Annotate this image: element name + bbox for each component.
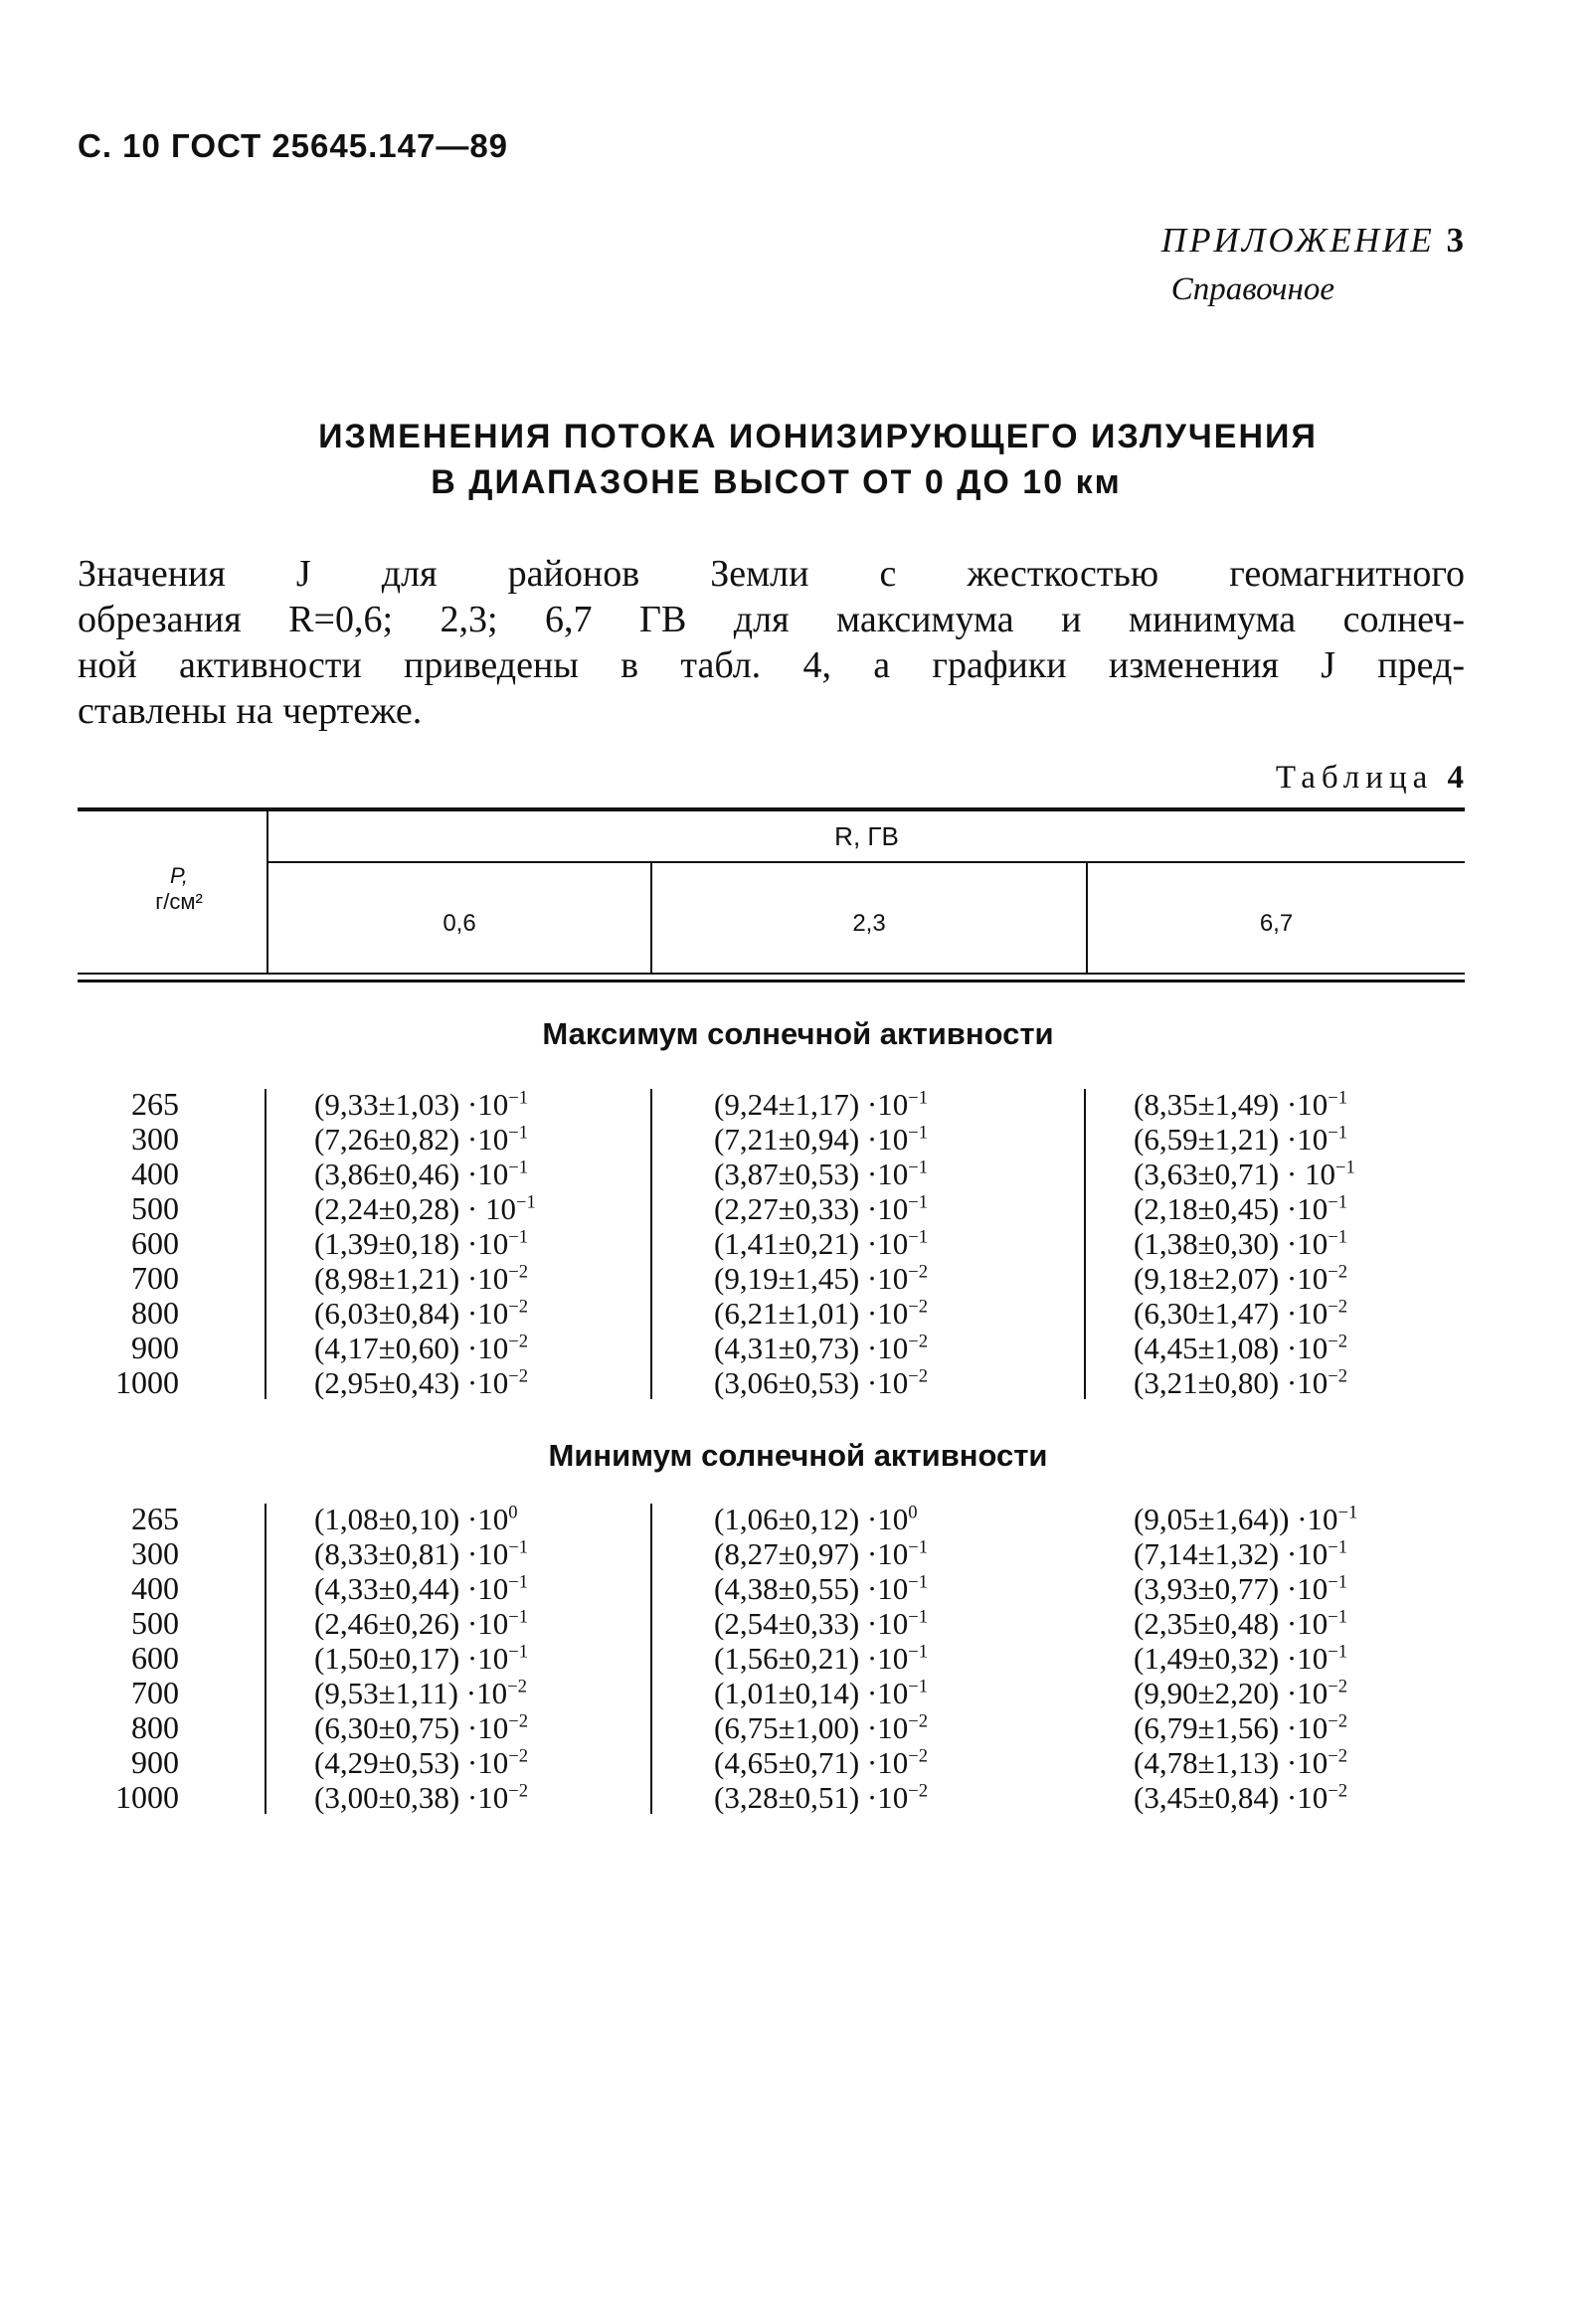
value-exponent: 0 <box>508 1502 518 1523</box>
value-mantissa: (8,27±0,97) ·10 <box>714 1536 909 1571</box>
value-exponent: −1 <box>508 1536 529 1558</box>
value-cell <box>1134 1157 1355 1191</box>
appendix-label-text: ПРИЛОЖЕНИЕ <box>1160 221 1435 260</box>
value-mantissa: (7,14±1,32) ·10 <box>1134 1536 1329 1571</box>
paragraph-line: ставлены на чертеже. <box>78 690 423 732</box>
section2-pressure-column <box>60 1502 179 1815</box>
value-mantissa: (4,31±0,73) ·10 <box>714 1331 909 1365</box>
section2-values-r67 <box>1134 1502 1357 1815</box>
value-mantissa: (1,06±0,12) ·10 <box>714 1502 909 1536</box>
value-exponent: −2 <box>1328 1745 1348 1767</box>
value-exponent: −2 <box>908 1296 929 1318</box>
value-mantissa: (2,24±0,28) · 10 <box>314 1191 516 1226</box>
value-cell <box>1134 1122 1355 1157</box>
value-exponent: −1 <box>908 1676 929 1697</box>
value-exponent: −1 <box>908 1122 929 1144</box>
value-exponent: −2 <box>508 1296 529 1318</box>
value-cell <box>714 1536 928 1571</box>
value-cell <box>314 1296 536 1331</box>
value-exponent: −2 <box>508 1365 529 1387</box>
value-mantissa: (9,33±1,03) ·10 <box>314 1087 509 1122</box>
table-top-rule <box>78 807 1465 811</box>
value-mantissa: (6,59±1,21) ·10 <box>1134 1122 1329 1157</box>
table-caption-number: 4 <box>1447 760 1464 796</box>
value-exponent: −2 <box>508 1745 529 1767</box>
value-mantissa: (1,41±0,21) ·10 <box>714 1226 909 1261</box>
value-cell <box>714 1331 928 1365</box>
value-exponent: −2 <box>1328 1780 1348 1802</box>
value-cell <box>1134 1087 1355 1122</box>
value-cell <box>714 1191 928 1226</box>
paragraph-line: Значения J для районов Земли с жесткостью геомагнитного <box>78 553 1465 595</box>
section1-divider-b <box>650 1089 652 1399</box>
value-cell <box>314 1606 528 1641</box>
value-cell <box>714 1780 928 1815</box>
value-cell <box>714 1296 928 1331</box>
value-mantissa: (9,24±1,17) ·10 <box>714 1087 909 1122</box>
value-mantissa: (2,95±0,43) ·10 <box>314 1365 509 1400</box>
value-exponent: −1 <box>1328 1087 1348 1109</box>
value-cell <box>714 1571 928 1606</box>
value-mantissa: (1,56±0,21) ·10 <box>714 1641 909 1676</box>
paragraph-line: ной активности приведены в табл. 4, а графики изменения J пред- <box>78 644 1465 686</box>
value-cell <box>1134 1365 1355 1400</box>
value-cell <box>314 1191 536 1226</box>
value-cell <box>314 1536 528 1571</box>
value-cell <box>314 1710 528 1745</box>
value-mantissa: (4,78±1,13) ·10 <box>1134 1745 1329 1780</box>
pressure-cell: 500 <box>131 1190 179 1226</box>
value-exponent: −2 <box>908 1365 929 1387</box>
pressure-cell: 900 <box>131 1330 179 1365</box>
value-cell <box>314 1365 536 1400</box>
value-exponent: −1 <box>908 1606 929 1628</box>
document-title-line1: ИЗМЕНЕНИЯ ПОТОКА ИОНИЗИРУЮЩЕГО ИЗЛУЧЕНИЯ <box>318 418 1318 455</box>
value-exponent: −1 <box>508 1226 529 1248</box>
value-mantissa: (2,46±0,26) ·10 <box>314 1606 509 1641</box>
value-exponent: −1 <box>1328 1641 1348 1663</box>
value-cell <box>714 1226 928 1261</box>
value-mantissa: (4,65±0,71) ·10 <box>714 1745 909 1780</box>
value-mantissa: (4,38±0,55) ·10 <box>714 1571 909 1606</box>
value-exponent: −1 <box>908 1087 929 1109</box>
r-value-2: 2,3 <box>852 910 886 937</box>
value-cell <box>314 1122 536 1157</box>
pressure-cell: 900 <box>131 1744 179 1780</box>
value-mantissa: (9,90±2,20) ·10 <box>1134 1676 1329 1710</box>
value-exponent: −1 <box>508 1571 529 1593</box>
value-exponent: −2 <box>908 1780 929 1802</box>
value-cell <box>714 1122 928 1157</box>
value-cell <box>314 1157 536 1191</box>
pressure-cell: 400 <box>131 1570 179 1606</box>
section1-divider-c <box>1084 1089 1086 1399</box>
value-mantissa: (4,17±0,60) ·10 <box>314 1331 509 1365</box>
value-exponent: −1 <box>508 1606 529 1628</box>
pressure-cell: 700 <box>131 1260 179 1296</box>
value-mantissa: (8,35±1,49) ·10 <box>1134 1087 1329 1122</box>
appendix-subtitle: Справочное <box>1170 271 1334 307</box>
value-exponent: −1 <box>908 1641 929 1663</box>
document-title-line2: В ДИАПАЗОНЕ ВЫСОТ ОТ 0 ДО 10 км <box>431 463 1122 501</box>
value-mantissa: (3,06±0,53) ·10 <box>714 1365 909 1400</box>
pressure-cell: 800 <box>131 1295 179 1331</box>
value-cell <box>1134 1745 1357 1780</box>
value-exponent: −2 <box>1328 1296 1348 1318</box>
value-exponent: −1 <box>1328 1606 1348 1628</box>
value-exponent: −2 <box>508 1710 529 1732</box>
value-cell <box>1134 1502 1357 1536</box>
value-exponent: −1 <box>1328 1191 1348 1213</box>
value-mantissa: (3,63±0,71) · 10 <box>1134 1157 1335 1191</box>
value-cell <box>714 1502 928 1536</box>
pressure-cell: 1000 <box>115 1779 179 1815</box>
value-exponent: −1 <box>1328 1571 1348 1593</box>
value-mantissa: (3,45±0,84) ·10 <box>1134 1780 1329 1815</box>
value-cell <box>314 1331 536 1365</box>
value-mantissa: (7,26±0,82) ·10 <box>314 1122 509 1157</box>
value-mantissa: (3,86±0,46) ·10 <box>314 1157 509 1191</box>
r-value-3: 6,7 <box>1259 910 1294 937</box>
value-exponent: −2 <box>908 1710 929 1732</box>
value-mantissa: (3,21±0,80) ·10 <box>1134 1365 1329 1400</box>
value-mantissa: (1,39±0,18) ·10 <box>314 1226 509 1261</box>
section1-values-r23 <box>714 1087 928 1400</box>
value-exponent: −1 <box>508 1157 529 1178</box>
value-exponent: −1 <box>508 1087 529 1109</box>
value-cell <box>314 1502 528 1536</box>
pressure-cell: 400 <box>131 1156 179 1191</box>
value-cell <box>314 1261 536 1296</box>
value-exponent: −1 <box>1328 1536 1348 1558</box>
pressure-cell: 600 <box>131 1640 179 1676</box>
section1-values-r67 <box>1134 1087 1355 1400</box>
value-mantissa: (4,29±0,53) ·10 <box>314 1745 509 1780</box>
value-mantissa: (6,75±1,00) ·10 <box>714 1710 909 1745</box>
section-title-minimum: Минимум солнечной активности <box>548 1438 1048 1473</box>
value-mantissa: (3,87±0,53) ·10 <box>714 1157 909 1191</box>
value-exponent: −1 <box>1328 1122 1348 1144</box>
value-cell <box>314 1780 528 1815</box>
value-exponent: −2 <box>507 1676 527 1697</box>
section1-values-r06 <box>314 1087 536 1400</box>
pressure-cell: 265 <box>131 1501 179 1536</box>
section1-pressure-column <box>60 1087 179 1400</box>
value-cell <box>1134 1536 1357 1571</box>
value-cell <box>1134 1606 1357 1641</box>
value-mantissa: (1,08±0,10) ·10 <box>314 1502 509 1536</box>
value-cell <box>714 1365 928 1400</box>
p-header-symbol: P, <box>170 863 188 888</box>
value-exponent: −1 <box>1334 1157 1355 1178</box>
intro-paragraph <box>78 551 1465 734</box>
value-cell <box>314 1676 528 1710</box>
value-mantissa: (2,27±0,33) ·10 <box>714 1191 909 1226</box>
value-cell <box>314 1745 528 1780</box>
appendix-label <box>1161 221 1467 261</box>
value-cell <box>314 1087 536 1122</box>
value-cell <box>714 1641 928 1676</box>
value-cell <box>1134 1571 1357 1606</box>
pressure-cell: 1000 <box>115 1364 179 1400</box>
pressure-cell: 600 <box>131 1225 179 1261</box>
value-mantissa: (3,28±0,51) ·10 <box>714 1780 909 1815</box>
value-cell <box>714 1606 928 1641</box>
value-exponent: −2 <box>1328 1676 1348 1697</box>
value-cell <box>714 1745 928 1780</box>
value-mantissa: (8,98±1,21) ·10 <box>314 1261 509 1296</box>
pressure-cell: 265 <box>131 1086 179 1122</box>
value-exponent: −2 <box>1328 1365 1348 1387</box>
value-mantissa: (6,30±1,47) ·10 <box>1134 1296 1329 1331</box>
value-exponent: 0 <box>908 1502 918 1523</box>
value-exponent: −2 <box>908 1331 929 1352</box>
value-mantissa: (1,50±0,17) ·10 <box>314 1641 509 1676</box>
page-header: С. 10 ГОСТ 25645.147—89 <box>78 127 509 164</box>
value-exponent: −2 <box>508 1780 529 1802</box>
value-exponent: −1 <box>1337 1502 1358 1523</box>
value-mantissa: (6,30±0,75) ·10 <box>314 1710 509 1745</box>
value-mantissa: (6,21±1,01) ·10 <box>714 1296 909 1331</box>
p-header <box>99 863 259 915</box>
appendix-number: 3 <box>1446 221 1467 260</box>
value-cell <box>714 1087 928 1122</box>
value-mantissa: (2,35±0,48) ·10 <box>1134 1606 1329 1641</box>
value-cell <box>714 1157 928 1191</box>
table-header-bottom-rule-2 <box>78 980 1465 982</box>
section-title-maximum: Максимум солнечной активности <box>542 1016 1054 1051</box>
value-cell <box>1134 1226 1355 1261</box>
p-header-unit: г/см² <box>155 889 203 914</box>
value-mantissa: (1,01±0,14) ·10 <box>714 1676 909 1710</box>
value-mantissa: (1,38±0,30) ·10 <box>1134 1226 1329 1261</box>
section2-divider-b <box>650 1504 652 1814</box>
value-exponent: −1 <box>908 1536 929 1558</box>
value-mantissa: (4,33±0,44) ·10 <box>314 1571 509 1606</box>
value-mantissa: (9,19±1,45) ·10 <box>714 1261 909 1296</box>
value-mantissa: (7,21±0,94) ·10 <box>714 1122 909 1157</box>
value-mantissa: (9,05±1,64)) ·10 <box>1134 1502 1338 1536</box>
table-header-r-rule <box>268 861 1465 863</box>
section2-values-r06 <box>314 1502 528 1815</box>
r-header: R, ГВ <box>834 821 899 851</box>
table-caption-label: Таблица <box>1275 760 1434 796</box>
value-exponent: −2 <box>508 1331 529 1352</box>
value-exponent: −1 <box>515 1191 536 1213</box>
value-mantissa: (2,54±0,33) ·10 <box>714 1606 909 1641</box>
value-cell <box>714 1710 928 1745</box>
value-cell <box>1134 1331 1355 1365</box>
value-exponent: −2 <box>508 1261 529 1283</box>
value-exponent: −2 <box>1328 1710 1348 1732</box>
value-mantissa: (2,18±0,45) ·10 <box>1134 1191 1329 1226</box>
value-exponent: −1 <box>908 1157 929 1178</box>
table-caption <box>1276 760 1464 797</box>
value-cell <box>314 1641 528 1676</box>
value-exponent: −1 <box>908 1191 929 1213</box>
value-exponent: −1 <box>508 1122 529 1144</box>
pressure-cell: 300 <box>131 1121 179 1157</box>
r-value-1: 0,6 <box>443 910 476 937</box>
pressure-cell: 500 <box>131 1605 179 1641</box>
value-mantissa: (9,18±2,07) ·10 <box>1134 1261 1329 1296</box>
value-cell <box>1134 1296 1355 1331</box>
pressure-cell: 800 <box>131 1709 179 1745</box>
value-cell <box>314 1226 536 1261</box>
value-exponent: −2 <box>908 1745 929 1767</box>
pressure-cell: 300 <box>131 1535 179 1571</box>
value-mantissa: (3,00±0,38) ·10 <box>314 1780 509 1815</box>
value-cell <box>714 1676 928 1710</box>
section1-divider-a <box>265 1089 266 1399</box>
value-cell <box>1134 1710 1357 1745</box>
value-cell <box>1134 1261 1355 1296</box>
value-cell <box>1134 1676 1357 1710</box>
value-cell <box>714 1261 928 1296</box>
paragraph-line: обрезания R=0,6; 2,3; 6,7 ГВ для максимума и минимума солнеч- <box>78 599 1465 640</box>
value-exponent: −2 <box>1328 1331 1348 1352</box>
value-cell <box>1134 1641 1357 1676</box>
value-mantissa: (9,53±1,11) ·10 <box>314 1676 508 1710</box>
value-exponent: −2 <box>1328 1261 1348 1283</box>
value-cell <box>1134 1191 1355 1226</box>
value-mantissa: (4,45±1,08) ·10 <box>1134 1331 1329 1365</box>
pressure-cell: 700 <box>131 1675 179 1710</box>
value-cell <box>314 1571 528 1606</box>
value-mantissa: (3,93±0,77) ·10 <box>1134 1571 1329 1606</box>
value-mantissa: (8,33±0,81) ·10 <box>314 1536 509 1571</box>
table-header-bottom-rule-1 <box>78 973 1465 975</box>
value-mantissa: (6,79±1,56) ·10 <box>1134 1710 1329 1745</box>
value-mantissa: (1,49±0,32) ·10 <box>1134 1641 1329 1676</box>
value-mantissa: (6,03±0,84) ·10 <box>314 1296 509 1331</box>
value-exponent: −1 <box>1328 1226 1348 1248</box>
value-exponent: −2 <box>908 1261 929 1283</box>
section2-values-r23 <box>714 1502 928 1815</box>
value-exponent: −1 <box>508 1641 529 1663</box>
value-cell <box>1134 1780 1357 1815</box>
value-exponent: −1 <box>908 1226 929 1248</box>
value-exponent: −1 <box>908 1571 929 1593</box>
section2-divider-a <box>265 1504 266 1814</box>
